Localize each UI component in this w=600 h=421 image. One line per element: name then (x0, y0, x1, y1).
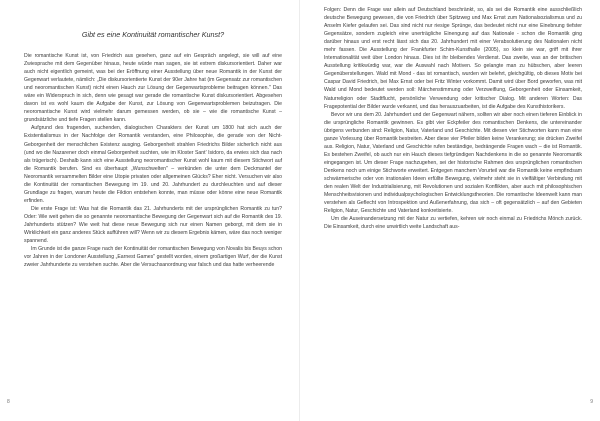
chapter-heading: Gibt es eine Kontinuität romantischer Kunst? (81, 30, 225, 39)
paragraph: Aufgrund des fragenden, suchenden, dialogischen Charakters der Kunst um 1800 hat sich auch der Existentialismus in der Nachfolge der Romantik verstanden, eine Philosophie, die gerade von der Nicht-Geborgenheit der menschlichen Existenz ausging. Geborgenheit strahlen Friedrichs Bilder sicherlich nicht aus (und wo die Nazarener doch einmal Geborgenheit suchten, wie im Kloster Sant' Isidoro, da erwies sich das nach als trügerisch). Deshalb kann sich eine Ausstellung neoromantischer Kunst wohl kaum mit diesem Stichwort auf die Romantik berufen. Sind es überhaupt „Wunschwelten" – verkünden die unter dem Deckmantel der Neoromantik versammelten Bilder eine Utopie privaten oder allgemeinen Glücks? Eher nicht. Versuchen wir also die Kontinuität der romantischen Bewegung im 19. und 20. Jahrhundert zu durchleuchten und auf dieser Grundlage zu fragen, warum heute die Fiktion entstehen konnte, man müsse oder könne eine neue Romantik erfinden. (24, 125, 282, 204)
right-text-column (324, 6, 582, 231)
page-number: 9 (590, 399, 593, 405)
paragraph: Im Grunde ist die ganze Frage nach der Kontinuität der romantischen Bewegung von Novalis bis Beuys schon vor Jahren in der Londoner Ausstellung „Earnest Games" gestellt worden, einem großartigen Wurf, der die Kunst zweier Jahrhunderte zu verstehen suchte. Aber die Versuchsanordnung war falsch und das hatte verheerende (24, 246, 282, 269)
paragraph: Um die Auseinandersetzung mit der Natur zu vertiefen, kehren wir noch einmal zu Friedrichs Mönch zurück. Die Einsamkeit, durch eine unwirtlich weite Landschaft aus- (324, 216, 582, 231)
left-text-column (24, 30, 282, 269)
paragraph: Folgen: Denn die Frage war allein auf Deutschland beschränkt, so, als sei die Romantik eine ausschließlich deutsche Bewegung gewesen, die von Friedrich über Spitzweg und Max Ernst zum Nationalsozialismus und zu Anselm Kiefer gelaufen sei. Das sind nicht nur riesige Sprünge, das bedeutet nicht nur eine Einebnung tiefster Gegensätze, sondern zugleich eine unerträgliche Einengung auf das Nationale - schon die Romantik ging darüber hinaus und erst recht lässt sich das 20. Jahrhundert mit einer Verabsolutierung des Nationalen nicht mehr fassen. Die Ausstellung der Frankfurter Schirn-Kunsthalle (2005), so klein sie war, griff mit ihrer Internationalität weit über London hinaus. Dies ist ihr bleibendes Verdienst. Das zweite, was an der britischen Ausstellung kritikwürdig war, war die Auswahl nach Motiven. So gelangte man zu hübschen, aber leeren Gegenüberstellungen. Wald mit Mond - das ist romantisch, wurden wir belehrt, gleichgültig, ob dieses Motiv bei Caspar David Friedrich, bei Max Ernst oder bei Fritz Winter vorkommt. Damit wird über Bord geworfen, was mit Wald und Mond bedeutet werden soll: Märchenstimmung oder Verzweiflung, Geborgenheit oder Einsamkeit, Naturreligion oder Stadtflucht, persönliche Verwendung oder kritischer Dialog. Mit anderen Worten: Das Fragepotential der Bilder wurde verkannt, und das herauszuarbeiten, ist die Aufgabe des Kunsthistorikers. (324, 7, 582, 110)
paragraph: Die romantische Kunst ist, von Friedrich aus gesehen, ganz auf ein Gespräch angelegt, sie will auf eine Zwiesprache mit dem Gegenüber hinaus, heute würde man sagen, sie ist extrem diskursorientiert. Daher war auch nicht eigentlich gemeint, was bei der Eröffnung einer Ausstellung über neue Romantik in der Kunst der Gegenwart verlautete, nämlich: „Die diskursorientierte Kunst der 90er Jahre hat (im Gegensatz zur romantischen und neoromantischen Kunst) nicht einen Hauch zur Lösung der Gegenwartsprobleme beitragen können." Das wäre ein Widerspruch in sich, denn wie gesagt war gerade die romantische Kunst diskursorientiert. Abgesehen davon ist es wohl kaum die Aufgabe der Kunst, zur Lösung von Gegenwartsproblemen beizutragen. Die neoromantische Kunst wird vielmehr darum gemessen werden, ob sie – wie die romantische Kunst – grundsätzliche und tiefe Fragen stellen kann. (24, 53, 282, 124)
paragraph: Die erste Frage ist: Was hat die Romantik das 21. Jahrhunderts mit der ursprünglichen Romantik zu tun? Oder: Wie weit gehen die so genannte neoromantische Bewegung der Gegenwart sich auf die Romantik des 19. Jahrhunderts stützen? Wie weit hat diese neue Bewegung sich nur einen Namen geborgt, mit dem sie in Wirklichkeit ein ganz anderes Stück aufführen will? Wenn wir zu diesem Ergebnis kämen, wäre das noch weniger spannend. (24, 205, 282, 245)
page-number: 8 (7, 399, 10, 405)
right-page (300, 0, 600, 421)
paragraph: Bevor wir uns dem 20. Jahrhundert und der Gegenwart nähern, sollten wir aber noch einen tieferen Einblick in die ursprüngliche Romantik gewinnen. Es gibt vier Eckpfeiler des romantischen Denkens, die untereinander übrigens verbunden sind: Religion, Natur, Vaterland und Geschichte. Mit diesen vier Stichworten kann man eine ganze Vorlesung über Romantik bestreiten. Aber diese vier Pfeiler bilden keine Verankerung; sie drücken Zweifel aus. Religion, Natur, Vaterland und Geschichte rufen beständige, bedrängende Fragen wach – die ist Romantik. Es bestehen Zweifel, ob auch nur ein Hauch dieses tiefgründigen Nachdenkens in die so genannte Neoromantik eingegangen ist. Um dieser Frage nachzugehen, sei der historische Rahmen des ursprünglichen romantischen Denkens noch um einige Stichworte erweitert. Entgegen manchem Vorurteil war die Romantik keine empfindsam schwärmerische oder von irrationalen Ideen erfüllte Bewegung, vielmehr steht sie in vielfältiger Verbindung mit den realen Welt der Industrialisierung, mit Revolutionen und sozialen Konflikten, aber auch mit philosophischen Menschheitsvisionen und individualpsychologischen Entwicklungstheorien. Die romantische Ideenwelt kann man verstehen als Geflecht von Introspektion und Außenerfahrung, das sich – oft gegensätzlich – auf den Gebieten Religion, Natur, Geschichte und Vaterland konkretisierte. (324, 111, 582, 215)
